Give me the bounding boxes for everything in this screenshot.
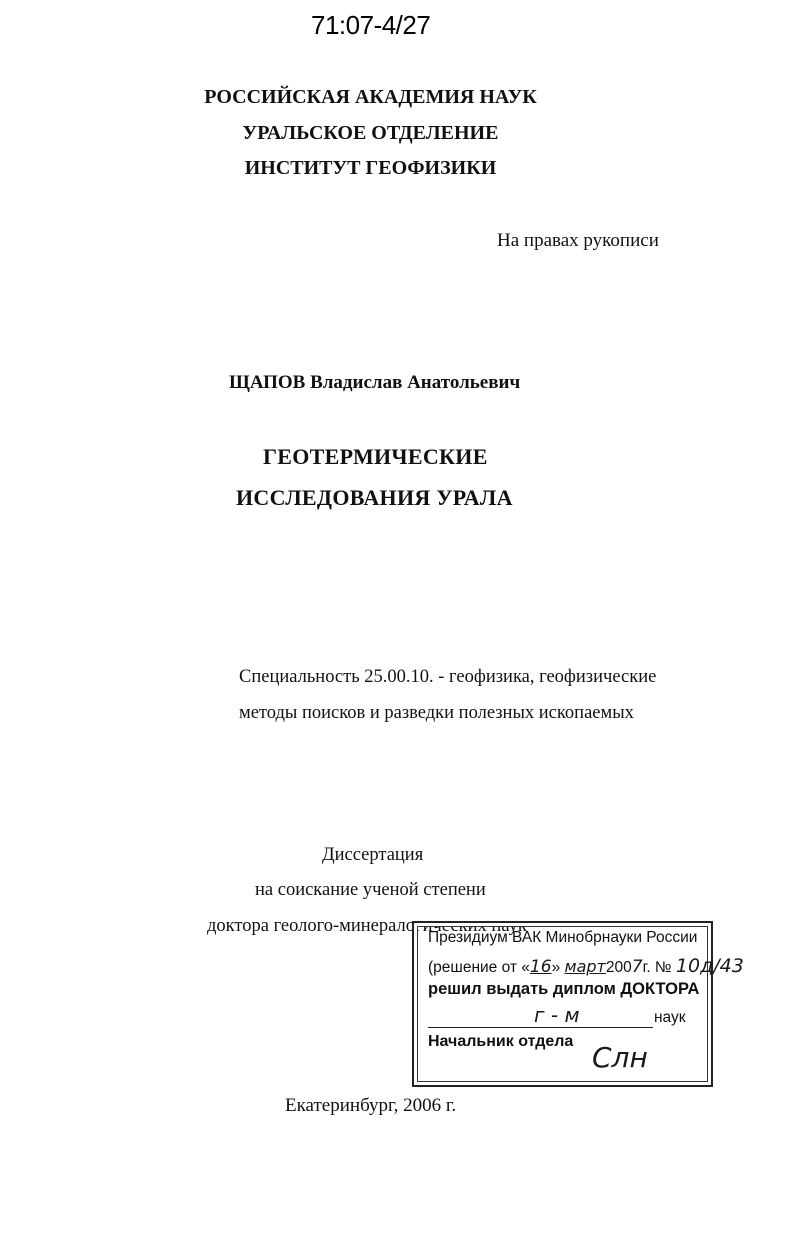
stamp-number-label: г. № xyxy=(642,959,672,976)
city-year: Екатеринбург, 2006 г. xyxy=(285,1095,457,1116)
org-academy: РОССИЙСКАЯ АКАДЕМИЯ НАУК xyxy=(204,86,537,108)
stamp-degree-underline xyxy=(428,1027,653,1028)
dissertation-line-2: на соискание ученой степени xyxy=(255,880,486,900)
stamp-number-handwritten: 10д/43 xyxy=(675,955,744,977)
title-line-1: ГЕОТЕРМИЧЕСКИЕ xyxy=(263,444,488,469)
stamp-date-separator: » xyxy=(551,959,561,976)
stamp-presidium-line: Президиум ВАК Минобрнауки России xyxy=(428,929,698,946)
vak-approval-stamp xyxy=(412,921,744,1087)
stamp-award-line: решил выдать диплом ДОКТОРА xyxy=(428,980,700,998)
specialty-line-1: Специальность 25.00.10. - геофизика, геофизические xyxy=(239,667,657,687)
title-line-2: ИССЛЕДОВАНИЯ УРАЛА xyxy=(236,485,513,510)
stamp-sciences-suffix: наук xyxy=(654,1009,686,1026)
stamp-month-handwritten: март xyxy=(564,957,606,976)
stamp-decision-prefix: (решение от « xyxy=(428,959,530,976)
archive-code: 71:07-4/27 xyxy=(311,10,431,40)
org-branch: УРАЛЬСКОЕ ОТДЕЛЕНИЕ xyxy=(242,122,499,144)
stamp-day-handwritten: 16 xyxy=(529,957,552,977)
stamp-signature: Слн xyxy=(592,1041,648,1074)
org-institute: ИНСТИТУТ ГЕОФИЗИКИ xyxy=(244,157,497,179)
stamp-decision-line xyxy=(428,955,744,977)
specialty-line-2: методы поисков и разведки полезных ископаемых xyxy=(239,703,634,723)
stamp-year-handwritten: 7 xyxy=(631,957,643,977)
manuscript-rights-note: На правах рукописи xyxy=(497,230,659,251)
dissertation-line-1: Диссертация xyxy=(322,845,424,865)
stamp-degree-handwritten: г - м xyxy=(534,1003,580,1027)
stamp-department-head: Начальник отдела xyxy=(428,1033,574,1050)
dissertation-line-3: доктора геолого-минералогических наук xyxy=(207,916,527,936)
author-name: ЩАПОВ Владислав Анатольевич xyxy=(229,372,521,393)
stamp-year-prefix: 200 xyxy=(605,959,632,976)
